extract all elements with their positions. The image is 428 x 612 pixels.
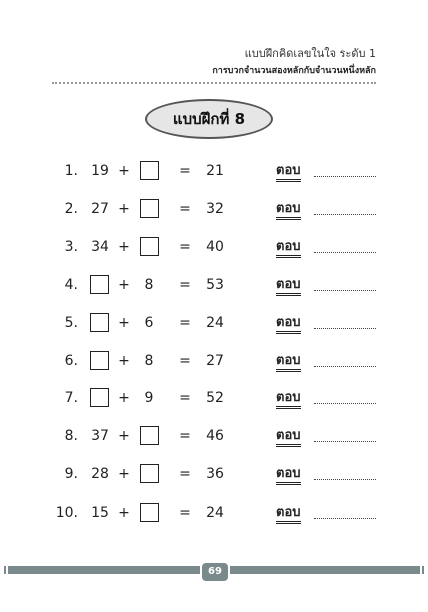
answer-box[interactable]: [140, 161, 159, 180]
answer-label: ตอบ: [276, 466, 301, 485]
answer-label: ตอบ: [276, 201, 301, 220]
equals-sign: =: [179, 277, 191, 293]
equals-sign: =: [179, 239, 191, 255]
result-value: 24: [206, 315, 224, 331]
problem-number: 8.: [64, 428, 78, 444]
problem-number: 5.: [64, 315, 78, 331]
answer-box[interactable]: [140, 503, 159, 522]
problem-number: 9.: [64, 466, 78, 482]
result-value: 46: [206, 428, 224, 444]
problem-row: [0, 425, 428, 449]
problem-number: 1.: [64, 163, 78, 179]
second-operand: 8: [144, 277, 154, 293]
plus-sign: +: [118, 505, 130, 521]
problem-row: [0, 236, 428, 260]
result-value: 24: [206, 505, 224, 521]
plus-sign: +: [118, 201, 130, 217]
problem-number: 10.: [55, 505, 78, 521]
result-value: 27: [206, 353, 224, 369]
first-operand: 34: [91, 239, 109, 255]
plus-sign: +: [118, 466, 130, 482]
problem-row: [0, 198, 428, 222]
second-operand: 6: [144, 315, 154, 331]
equals-sign: =: [179, 353, 191, 369]
plus-sign: +: [118, 315, 130, 331]
equals-sign: =: [179, 466, 191, 482]
result-value: 40: [206, 239, 224, 255]
answer-line[interactable]: [314, 290, 376, 291]
answer-box[interactable]: [90, 351, 109, 370]
answer-label: ตอบ: [276, 163, 301, 182]
answer-line[interactable]: [314, 403, 376, 404]
plus-sign: +: [118, 428, 130, 444]
answer-label: ตอบ: [276, 277, 301, 296]
result-value: 21: [206, 163, 224, 179]
equals-sign: =: [179, 315, 191, 331]
plus-sign: +: [118, 277, 130, 293]
result-value: 36: [206, 466, 224, 482]
problem-number: 6.: [64, 353, 78, 369]
problem-row: [0, 502, 428, 526]
answer-box[interactable]: [140, 237, 159, 256]
answer-line[interactable]: [314, 518, 376, 519]
problem-number: 3.: [64, 239, 78, 255]
problem-row: [0, 463, 428, 487]
problem-row: [0, 387, 428, 411]
problem-row: [0, 160, 428, 184]
answer-line[interactable]: [314, 214, 376, 215]
answer-label: ตอบ: [276, 315, 301, 334]
first-operand: 28: [91, 466, 109, 482]
answer-line[interactable]: [314, 328, 376, 329]
answer-label: ตอบ: [276, 239, 301, 258]
second-operand: 9: [144, 390, 154, 406]
plus-sign: +: [118, 163, 130, 179]
answer-line[interactable]: [314, 252, 376, 253]
page-number: 69: [200, 561, 230, 583]
answer-line[interactable]: [314, 176, 376, 177]
equals-sign: =: [179, 428, 191, 444]
answer-label: ตอบ: [276, 390, 301, 409]
answer-box[interactable]: [140, 464, 159, 483]
answer-label: ตอบ: [276, 353, 301, 372]
header-subtitle: การบวกจำนวนสองหลักกับจำนวนหนึ่งหลัก: [212, 66, 376, 76]
first-operand: 27: [91, 201, 109, 217]
answer-box[interactable]: [140, 426, 159, 445]
answer-box[interactable]: [90, 388, 109, 407]
result-value: 53: [206, 277, 224, 293]
equals-sign: =: [179, 163, 191, 179]
plus-sign: +: [118, 390, 130, 406]
equals-sign: =: [179, 390, 191, 406]
answer-box[interactable]: [140, 199, 159, 218]
result-value: 52: [206, 390, 224, 406]
result-value: 32: [206, 201, 224, 217]
header-title: แบบฝึกคิดเลขในใจ ระดับ 1: [244, 47, 376, 60]
answer-label: ตอบ: [276, 428, 301, 447]
answer-line[interactable]: [314, 479, 376, 480]
problem-number: 7.: [64, 390, 78, 406]
equals-sign: =: [179, 201, 191, 217]
answer-line[interactable]: [314, 441, 376, 442]
first-operand: 15: [91, 505, 109, 521]
dotted-divider: [52, 82, 376, 84]
answer-line[interactable]: [314, 366, 376, 367]
answer-box[interactable]: [90, 313, 109, 332]
problem-number: 2.: [64, 201, 78, 217]
problem-number: 4.: [64, 277, 78, 293]
answer-label: ตอบ: [276, 505, 301, 524]
problem-row: [0, 312, 428, 336]
plus-sign: +: [118, 353, 130, 369]
second-operand: 8: [144, 353, 154, 369]
problem-row: [0, 350, 428, 374]
plus-sign: +: [118, 239, 130, 255]
exercise-title-badge: [145, 99, 273, 139]
equals-sign: =: [179, 505, 191, 521]
exercise-title: แบบฝึกที่ 8: [172, 110, 246, 128]
first-operand: 37: [91, 428, 109, 444]
answer-box[interactable]: [90, 275, 109, 294]
problem-row: [0, 274, 428, 298]
first-operand: 19: [91, 163, 109, 179]
